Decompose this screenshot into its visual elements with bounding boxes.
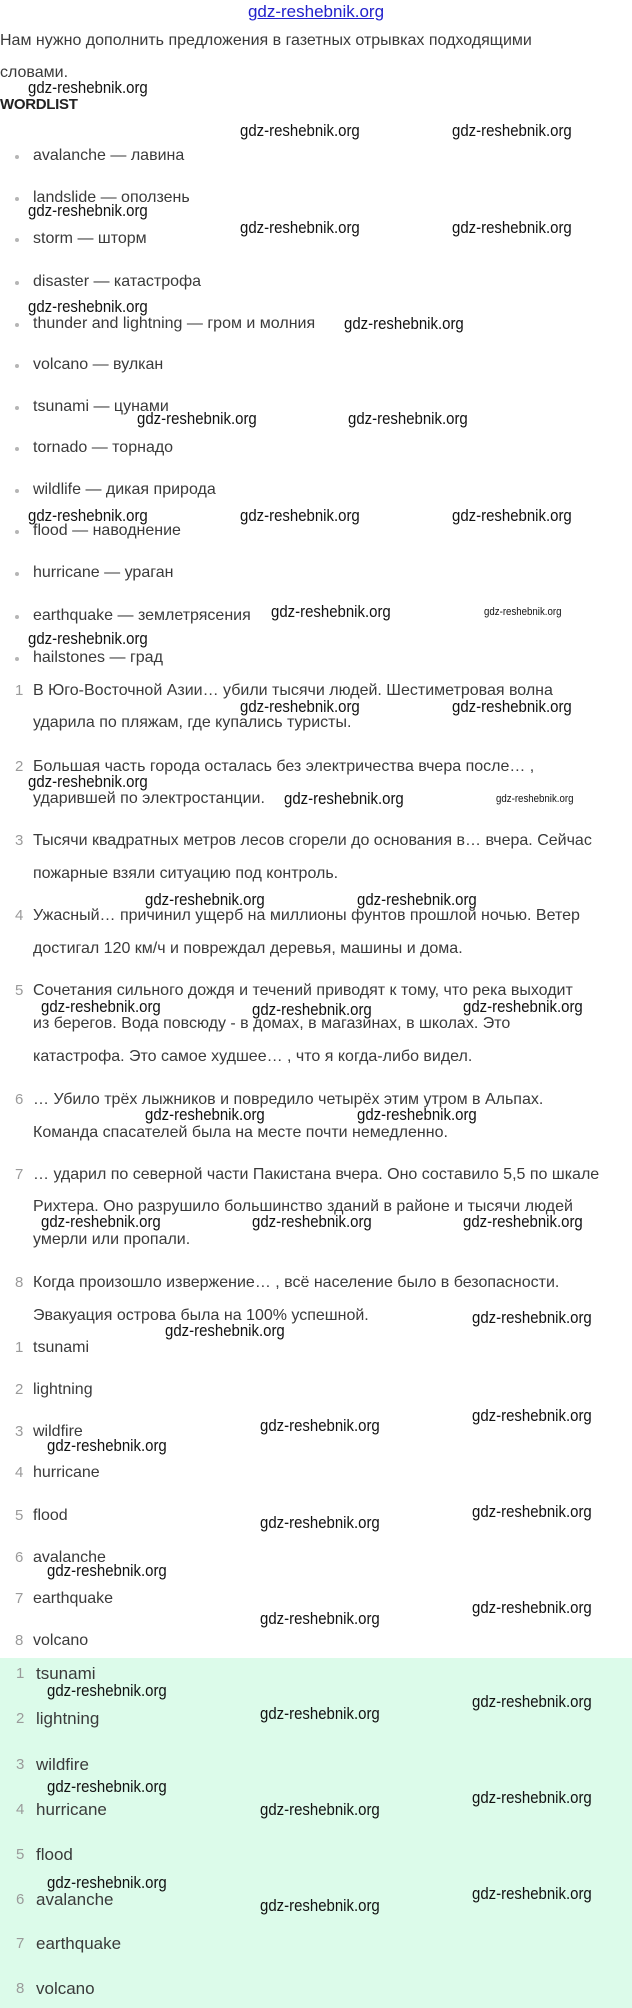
watermark-text: gdz-reshebnik.org [137,409,257,428]
sentence-number: 3 [15,832,24,849]
wordlist-item: flood — наводнение [33,522,181,539]
watermark-text: gdz-reshebnik.org [472,1692,592,1711]
answer-item-highlighted: flood [36,1845,73,1864]
sentence-line: Рихтера. Оно разрушило большинство зданий в районе и тысячи людей [33,1198,573,1215]
watermark-text: gdz-reshebnik.org [28,629,148,648]
bullet-icon [15,615,19,619]
watermark-text: gdz-reshebnik.org [28,78,148,97]
wordlist-item: volcano — вулкан [33,356,164,373]
answer-item: earthquake [33,1590,114,1607]
watermark-text: gdz-reshebnik.org [472,1406,592,1425]
watermark-text: gdz-reshebnik.org [165,1321,285,1340]
answer-number: 1 [16,1665,25,1682]
watermark-text: gdz-reshebnik.org [472,1502,592,1521]
answer-item: avalanche [33,1549,106,1566]
answer-number: 3 [16,1756,25,1773]
answer-item: flood [33,1507,68,1524]
answer-item: hurricane [33,1464,100,1481]
bullet-icon [15,238,19,242]
answer-item-highlighted: hurricane [36,1800,107,1819]
wordlist-item: tsunami — цунами [33,398,169,415]
sentence-line: Ужасный… причинил ущерб на миллионы фунтов прошлой ночью. Ветер [33,907,580,924]
wordlist-item: storm — шторм [33,230,147,247]
sentence-line: достигал 120 км/ч и повреждал деревья, машины и дома. [33,940,463,957]
sentence-line: пожарные взяли ситуацию под контроль. [33,865,339,882]
bullet-icon [15,572,19,576]
answer-item-highlighted: avalanche [36,1890,114,1909]
intro-text-line: словами. [0,64,69,81]
watermark-text: gdz-reshebnik.org [47,1436,167,1455]
watermark-text: gdz-reshebnik.org [47,1681,167,1700]
watermark-text: gdz-reshebnik.org [484,606,562,618]
watermark-text: gdz-reshebnik.org [452,697,572,716]
answer-item: lightning [33,1381,93,1398]
watermark-text: gdz-reshebnik.org [41,997,161,1016]
bullet-icon [15,197,19,201]
watermark-text: gdz-reshebnik.org [240,121,360,140]
watermark-text: gdz-reshebnik.org [357,1105,477,1124]
sentence-line: В Юго-Восточной Азии… убили тысячи людей. Шестиметровая волна [33,682,553,699]
watermark-text: gdz-reshebnik.org [463,997,583,1016]
sentence-line: Когда произошло извержение… , всё население было в безопасности. [33,1274,560,1291]
sentence-line: катастрофа. Это самое худшее… , что я когда-либо видел. [33,1048,473,1065]
watermark-text: gdz-reshebnik.org [472,1598,592,1617]
watermark-text: gdz-reshebnik.org [252,1000,372,1019]
watermark-text: gdz-reshebnik.org [463,1212,583,1231]
answer-number: 2 [15,1381,24,1398]
sentence-line: Команда спасателей была на месте почти немедленно. [33,1124,448,1141]
watermark-text: gdz-reshebnik.org [28,201,148,220]
sentence-line: Тысячи квадратных метров лесов сгорели до основания в… вчера. Сейчас [33,832,592,849]
watermark-text: gdz-reshebnik.org [41,1212,161,1231]
watermark-text: gdz-reshebnik.org [472,1308,592,1327]
answer-number: 7 [16,1935,25,1952]
answer-number: 4 [16,1801,25,1818]
watermark-text: gdz-reshebnik.org [357,890,477,909]
answer-number: 2 [16,1710,25,1727]
wordlist-item: wildlife — дикая природа [33,481,216,498]
sentence-line: ударила по пляжам, где купались туристы. [33,714,352,731]
answer-number: 5 [16,1846,25,1863]
watermark-text: gdz-reshebnik.org [452,506,572,525]
sentence-line: Сочетания сильного дождя и течений приводят к тому, что река выходит [33,982,573,999]
sentence-number: 5 [15,982,24,999]
answer-item-highlighted: wildfire [36,1755,89,1774]
wordlist-item: landslide — оползень [33,189,190,206]
sentence-line: Эвакуация острова была на 100% успешной. [33,1307,369,1324]
wordlist-item: hailstones — град [33,649,163,666]
watermark-text: gdz-reshebnik.org [260,1704,380,1723]
watermark-text: gdz-reshebnik.org [472,1788,592,1807]
answer-item-highlighted: volcano [36,1979,95,1998]
watermark-text: gdz-reshebnik.org [452,218,572,237]
watermark-text: gdz-reshebnik.org [145,1105,265,1124]
answer-number: 4 [15,1464,24,1481]
wordlist-item: thunder and lightning — гром и молния [33,315,316,332]
watermark-text: gdz-reshebnik.org [28,297,148,316]
watermark-text: gdz-reshebnik.org [145,890,265,909]
watermark-text: gdz-reshebnik.org [260,1416,380,1435]
watermark-text: gdz-reshebnik.org [240,218,360,237]
answer-item-highlighted: lightning [36,1709,100,1728]
sentence-line: Большая часть города осталась без электричества вчера после… , [33,758,535,775]
watermark-text: gdz-reshebnik.org [348,409,468,428]
wordlist-item: avalanche — лавина [33,147,185,164]
bullet-icon [15,489,19,493]
sentence-line: умерли или пропали. [33,1231,191,1248]
answer-item: wildfire [33,1423,83,1440]
sentence-line: из берегов. Вода повсюду - в домах, в магазинах, в школах. Это [33,1015,511,1032]
bullet-icon [15,281,19,285]
intro-text-line: Нам нужно дополнить предложения в газетных отрывках подходящими [0,32,532,49]
wordlist-heading: WORDLIST [0,96,78,113]
answer-number: 8 [16,1980,25,1997]
wordlist-item: earthquake — землетрясения [33,607,251,624]
answer-number: 5 [15,1507,24,1524]
bullet-icon [15,406,19,410]
answer-number: 1 [15,1339,24,1356]
bullet-icon [15,447,19,451]
watermark-text: gdz-reshebnik.org [47,1873,167,1892]
watermark-text: gdz-reshebnik.org [344,314,464,333]
watermark-text: gdz-reshebnik.org [260,1513,380,1532]
watermark-text: gdz-reshebnik.org [284,789,404,808]
sentence-line: ударившей по электростанции. [33,790,265,807]
answer-item-highlighted: earthquake [36,1934,122,1953]
answer-number: 3 [15,1423,24,1440]
wordlist-item: tornado — торнадо [33,439,174,456]
wordlist-item: disaster — катастрофа [33,273,202,290]
watermark-text: gdz-reshebnik.org [260,1800,380,1819]
watermark-text: gdz-reshebnik.org [28,506,148,525]
sentence-number: 8 [15,1274,24,1291]
sentence-number: 2 [15,758,24,775]
answer-number: 8 [15,1632,24,1649]
answer-number: 7 [15,1590,24,1607]
watermark-text: gdz-reshebnik.org [47,1561,167,1580]
sentence-number: 6 [15,1091,24,1108]
answer-item-highlighted: tsunami [36,1664,96,1683]
watermark-text: gdz-reshebnik.org [28,772,148,791]
watermark-text: gdz-reshebnik.org [240,697,360,716]
sentence-number: 1 [15,682,24,699]
watermark-text: gdz-reshebnik.org [496,793,574,805]
sentence-line: … ударил по северной части Пакистана вчера. Оно составило 5,5 по шкале [33,1166,600,1183]
watermark-text: gdz-reshebnik.org [452,121,572,140]
sentence-number: 7 [15,1166,24,1183]
answer-number: 6 [15,1549,24,1566]
answer-item: tsunami [33,1339,90,1356]
watermark-text: gdz-reshebnik.org [472,1884,592,1903]
watermark-text: gdz-reshebnik.org [252,1212,372,1231]
answer-item: volcano [33,1632,89,1649]
wordlist-item: hurricane — ураган [33,564,174,581]
sentence-line: … Убило трёх лыжников и повредило четырёх этим утром в Альпах. [33,1091,544,1108]
answer-number: 6 [16,1891,25,1908]
watermark-text: gdz-reshebnik.org [260,1609,380,1628]
bullet-icon [15,364,19,368]
bullet-icon [15,155,19,159]
bullet-icon [15,323,19,327]
site-watermark-header: gdz-reshebnik.org [247,2,385,21]
watermark-text: gdz-reshebnik.org [240,506,360,525]
sentence-number: 4 [15,907,24,924]
bullet-icon [15,657,19,661]
watermark-text: gdz-reshebnik.org [271,602,391,621]
bullet-icon [15,530,19,534]
watermark-text: gdz-reshebnik.org [47,1777,167,1796]
watermark-text: gdz-reshebnik.org [260,1896,380,1915]
